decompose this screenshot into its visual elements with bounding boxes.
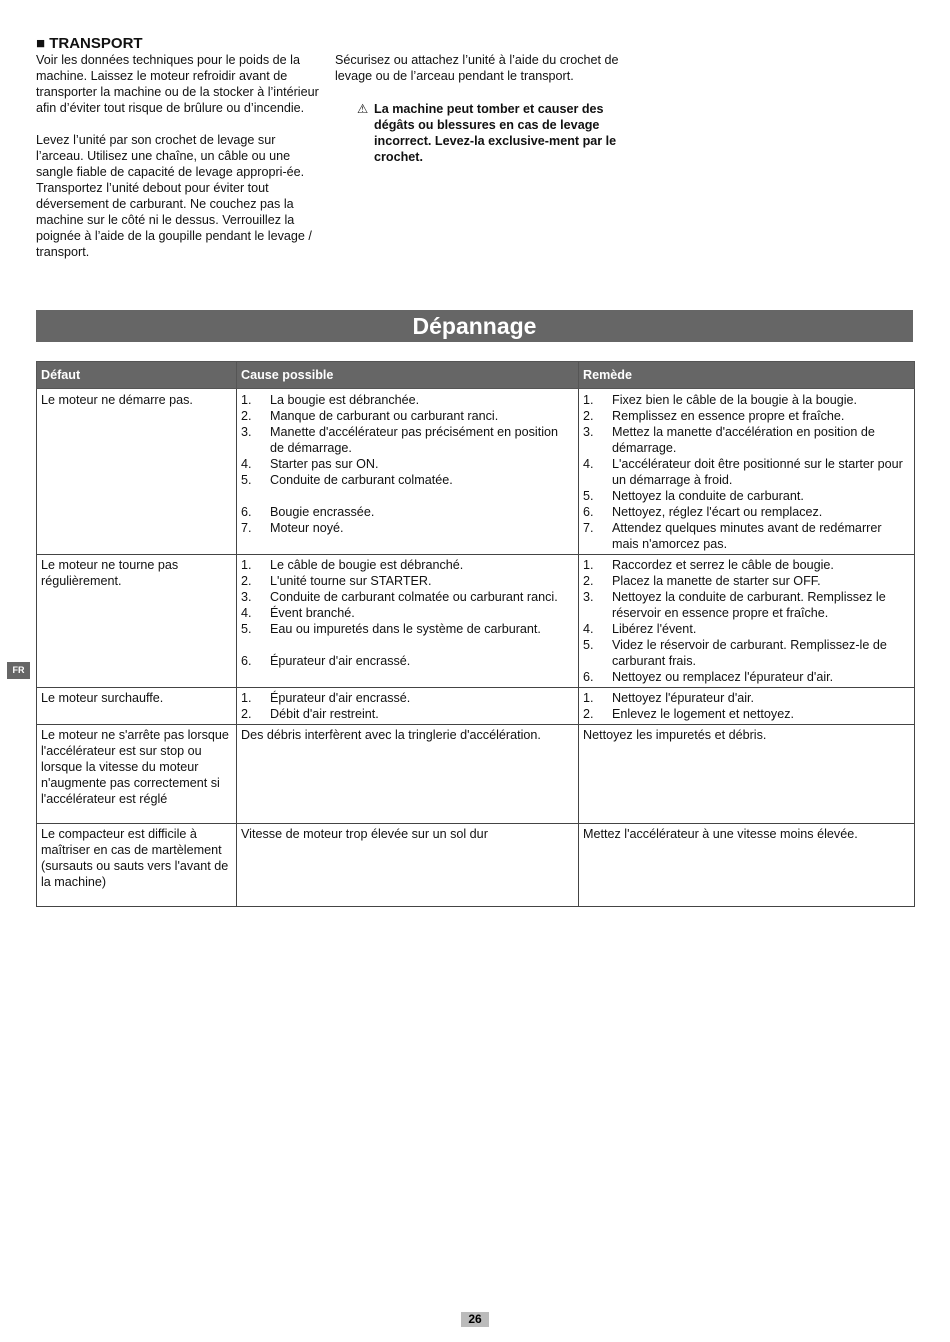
item-number: 7. (583, 521, 594, 535)
item-number: 5. (241, 622, 252, 636)
item-text: Eau ou impuretés dans le système de carburant. (270, 622, 541, 636)
table-header-row (37, 362, 915, 389)
item-text: Nettoyez l'épurateur d'air. (612, 691, 755, 705)
item-text: Fixez bien le câble de la bougie à la bougie. (612, 393, 858, 407)
item-number: 3. (241, 590, 252, 604)
list-item (583, 392, 910, 408)
section-title-banner: Dépannage (36, 310, 913, 342)
list-item (583, 456, 910, 488)
cause-cell (237, 555, 579, 688)
item-text: Moteur noyé. (270, 521, 344, 535)
item-text: La bougie est débranchée. (270, 393, 420, 407)
transport-left-column (36, 52, 321, 260)
item-number: 2. (583, 707, 594, 721)
item-text: Enlevez le logement et nettoyez. (612, 707, 795, 721)
item-text: Nettoyez ou remplacez l'épurateur d'air. (612, 670, 834, 684)
item-text: Placez la manette de starter sur OFF. (612, 574, 821, 588)
item-text: Conduite de carburant colmatée ou carburant ranci. (270, 590, 558, 604)
warning-notice (357, 101, 625, 165)
list-item (583, 520, 910, 552)
list-item (241, 456, 574, 472)
warning-icon: ⚠ (357, 102, 369, 116)
item-number: 2. (583, 574, 594, 588)
header-defaut: Défaut (37, 362, 237, 389)
list-item (583, 557, 910, 573)
item-text: Libérez l'évent. (612, 622, 697, 636)
troubleshooting-table (36, 361, 915, 907)
item-text: Épurateur d'air encrassé. (270, 691, 411, 705)
list-item (583, 637, 910, 669)
item-text: Nettoyez la conduite de carburant. (612, 489, 804, 503)
transport-paragraph: Voir les données techniques pour le poids de la machine. Laissez le moteur refroidir avant de transporter la machine ou de la stocker à l’intérieur afin d’éviter tout risque de brûlure ou d’incendie. (36, 53, 319, 115)
list-item (583, 424, 910, 456)
cause-cell: Vitesse de moteur trop élevée sur un sol dur (237, 824, 579, 907)
list-item (583, 621, 910, 637)
list-item (241, 653, 574, 669)
list-item (241, 472, 574, 488)
list-item (241, 690, 574, 706)
transport-paragraph: Levez l’unité par son crochet de levage sur l’arceau. Utilisez une chaîne, un câble ou une sangle fiable de capacité de levage appropri-ée. Transportez l’unité debout pour éviter tout déversement de carburant. Ne couchez pas la machine sur le côté ni le dessus. Verrouillez la poignée à l’aide de la goupille pendant le levage / transport. (36, 133, 312, 259)
list-item (583, 408, 910, 424)
list-item (241, 621, 574, 637)
item-number: 1. (583, 558, 594, 572)
item-number: 1. (241, 558, 252, 572)
item-number: 4. (241, 606, 252, 620)
table-row (37, 725, 915, 824)
item-text: Attendez quelques minutes avant de redémarrer mais n'amorcez pas. (612, 521, 882, 551)
transport-right-column (335, 52, 625, 165)
list-item (241, 573, 574, 589)
item-text: Débit d'air restreint. (270, 707, 379, 721)
item-number: 1. (583, 691, 594, 705)
list-item (583, 504, 910, 520)
item-number: 2. (583, 409, 594, 423)
list-item (583, 669, 910, 685)
list-item (583, 573, 910, 589)
item-text: Conduite de carburant colmatée. (270, 473, 453, 487)
list-item (241, 408, 574, 424)
defaut-cell: Le moteur surchauffe. (37, 688, 237, 725)
item-text: Nettoyez, réglez l'écart ou remplacez. (612, 505, 823, 519)
item-text: Videz le réservoir de carburant. Remplissez-le de carburant frais. (612, 638, 887, 668)
item-number: 6. (241, 505, 252, 519)
item-number: 5. (583, 489, 594, 503)
item-number: 7. (241, 521, 252, 535)
item-number: 6. (583, 505, 594, 519)
defaut-cell: Le compacteur est difficile à maîtriser en cas de martèlement (sursauts ou sauts vers l'avant de la machine) (37, 824, 237, 907)
item-text: Manette d'accélérateur pas précisément en position de démarrage. (270, 425, 559, 455)
defaut-cell: Le moteur ne tourne pas régulièrement. (37, 555, 237, 688)
defaut-cell: Le moteur ne s'arrête pas lorsque l'accélérateur est sur stop ou lorsque la vitesse du moteur n'augmente pas correctement si l'accélérateur est réglé (37, 725, 237, 824)
item-number: 5. (583, 638, 594, 652)
remede-cell (579, 555, 915, 688)
list-item (583, 488, 910, 504)
remede-cell: Nettoyez les impuretés et débris. (579, 725, 915, 824)
item-text: Mettez la manette d'accélération en position de démarrage. (612, 425, 875, 455)
item-number: 6. (241, 654, 252, 668)
item-text: L'unité tourne sur STARTER. (270, 574, 432, 588)
item-number: 6. (583, 670, 594, 684)
transport-heading: ■ TRANSPORT (36, 35, 143, 52)
item-text: L'accélérateur doit être positionné sur le starter pour un démarrage à froid. (612, 457, 903, 487)
page-number: 26 (461, 1312, 489, 1327)
table-row (37, 555, 915, 688)
warning-text: La machine peut tomber et causer des dégâts ou blessures en cas de levage incorrect. Levez-la exclusive-ment par le crochet. (374, 102, 617, 164)
item-number: 1. (583, 393, 594, 407)
item-text: Starter pas sur ON. (270, 457, 379, 471)
table-row (37, 824, 915, 907)
list-item (583, 690, 910, 706)
list-item (583, 706, 910, 722)
item-text: Évent branché. (270, 606, 355, 620)
item-text: Manque de carburant ou carburant ranci. (270, 409, 499, 423)
list-item (583, 589, 910, 621)
transport-paragraph: Sécurisez ou attachez l’unité à l’aide du crochet de levage ou de l’arceau pendant le transport. (335, 53, 619, 83)
item-text: Bougie encrassée. (270, 505, 375, 519)
language-tab: FR (7, 662, 30, 679)
list-item (241, 557, 574, 573)
list-item (241, 520, 574, 536)
cause-cell (237, 389, 579, 555)
item-text: Raccordez et serrez le câble de bougie. (612, 558, 834, 572)
header-cause: Cause possible (237, 362, 579, 389)
list-item (241, 706, 574, 722)
item-number: 3. (583, 425, 594, 439)
item-number: 5. (241, 473, 252, 487)
item-number: 2. (241, 409, 252, 423)
cause-cell: Des débris interfèrent avec la tringlerie d'accélération. (237, 725, 579, 824)
item-number: 4. (241, 457, 252, 471)
remede-cell (579, 389, 915, 555)
remede-cell: Mettez l'accélérateur à une vitesse moins élevée. (579, 824, 915, 907)
item-number: 4. (583, 457, 594, 471)
item-text: Épurateur d'air encrassé. (270, 654, 411, 668)
item-number: 3. (241, 425, 252, 439)
item-text: Remplissez en essence propre et fraîche. (612, 409, 845, 423)
remede-cell (579, 688, 915, 725)
item-text: Nettoyez la conduite de carburant. Remplissez le réservoir en essence propre et fraîche. (612, 590, 886, 620)
defaut-cell: Le moteur ne démarre pas. (37, 389, 237, 555)
cause-cell (237, 688, 579, 725)
item-number: 4. (583, 622, 594, 636)
list-item (241, 605, 574, 621)
table-row (37, 389, 915, 555)
list-item (241, 424, 574, 456)
header-remede: Remède (579, 362, 915, 389)
list-item (241, 392, 574, 408)
item-number: 2. (241, 574, 252, 588)
list-item (241, 589, 574, 605)
table-row (37, 688, 915, 725)
list-item (241, 504, 574, 520)
item-text: Le câble de bougie est débranché. (270, 558, 464, 572)
item-number: 1. (241, 691, 252, 705)
item-number: 2. (241, 707, 252, 721)
item-number: 3. (583, 590, 594, 604)
item-number: 1. (241, 393, 252, 407)
